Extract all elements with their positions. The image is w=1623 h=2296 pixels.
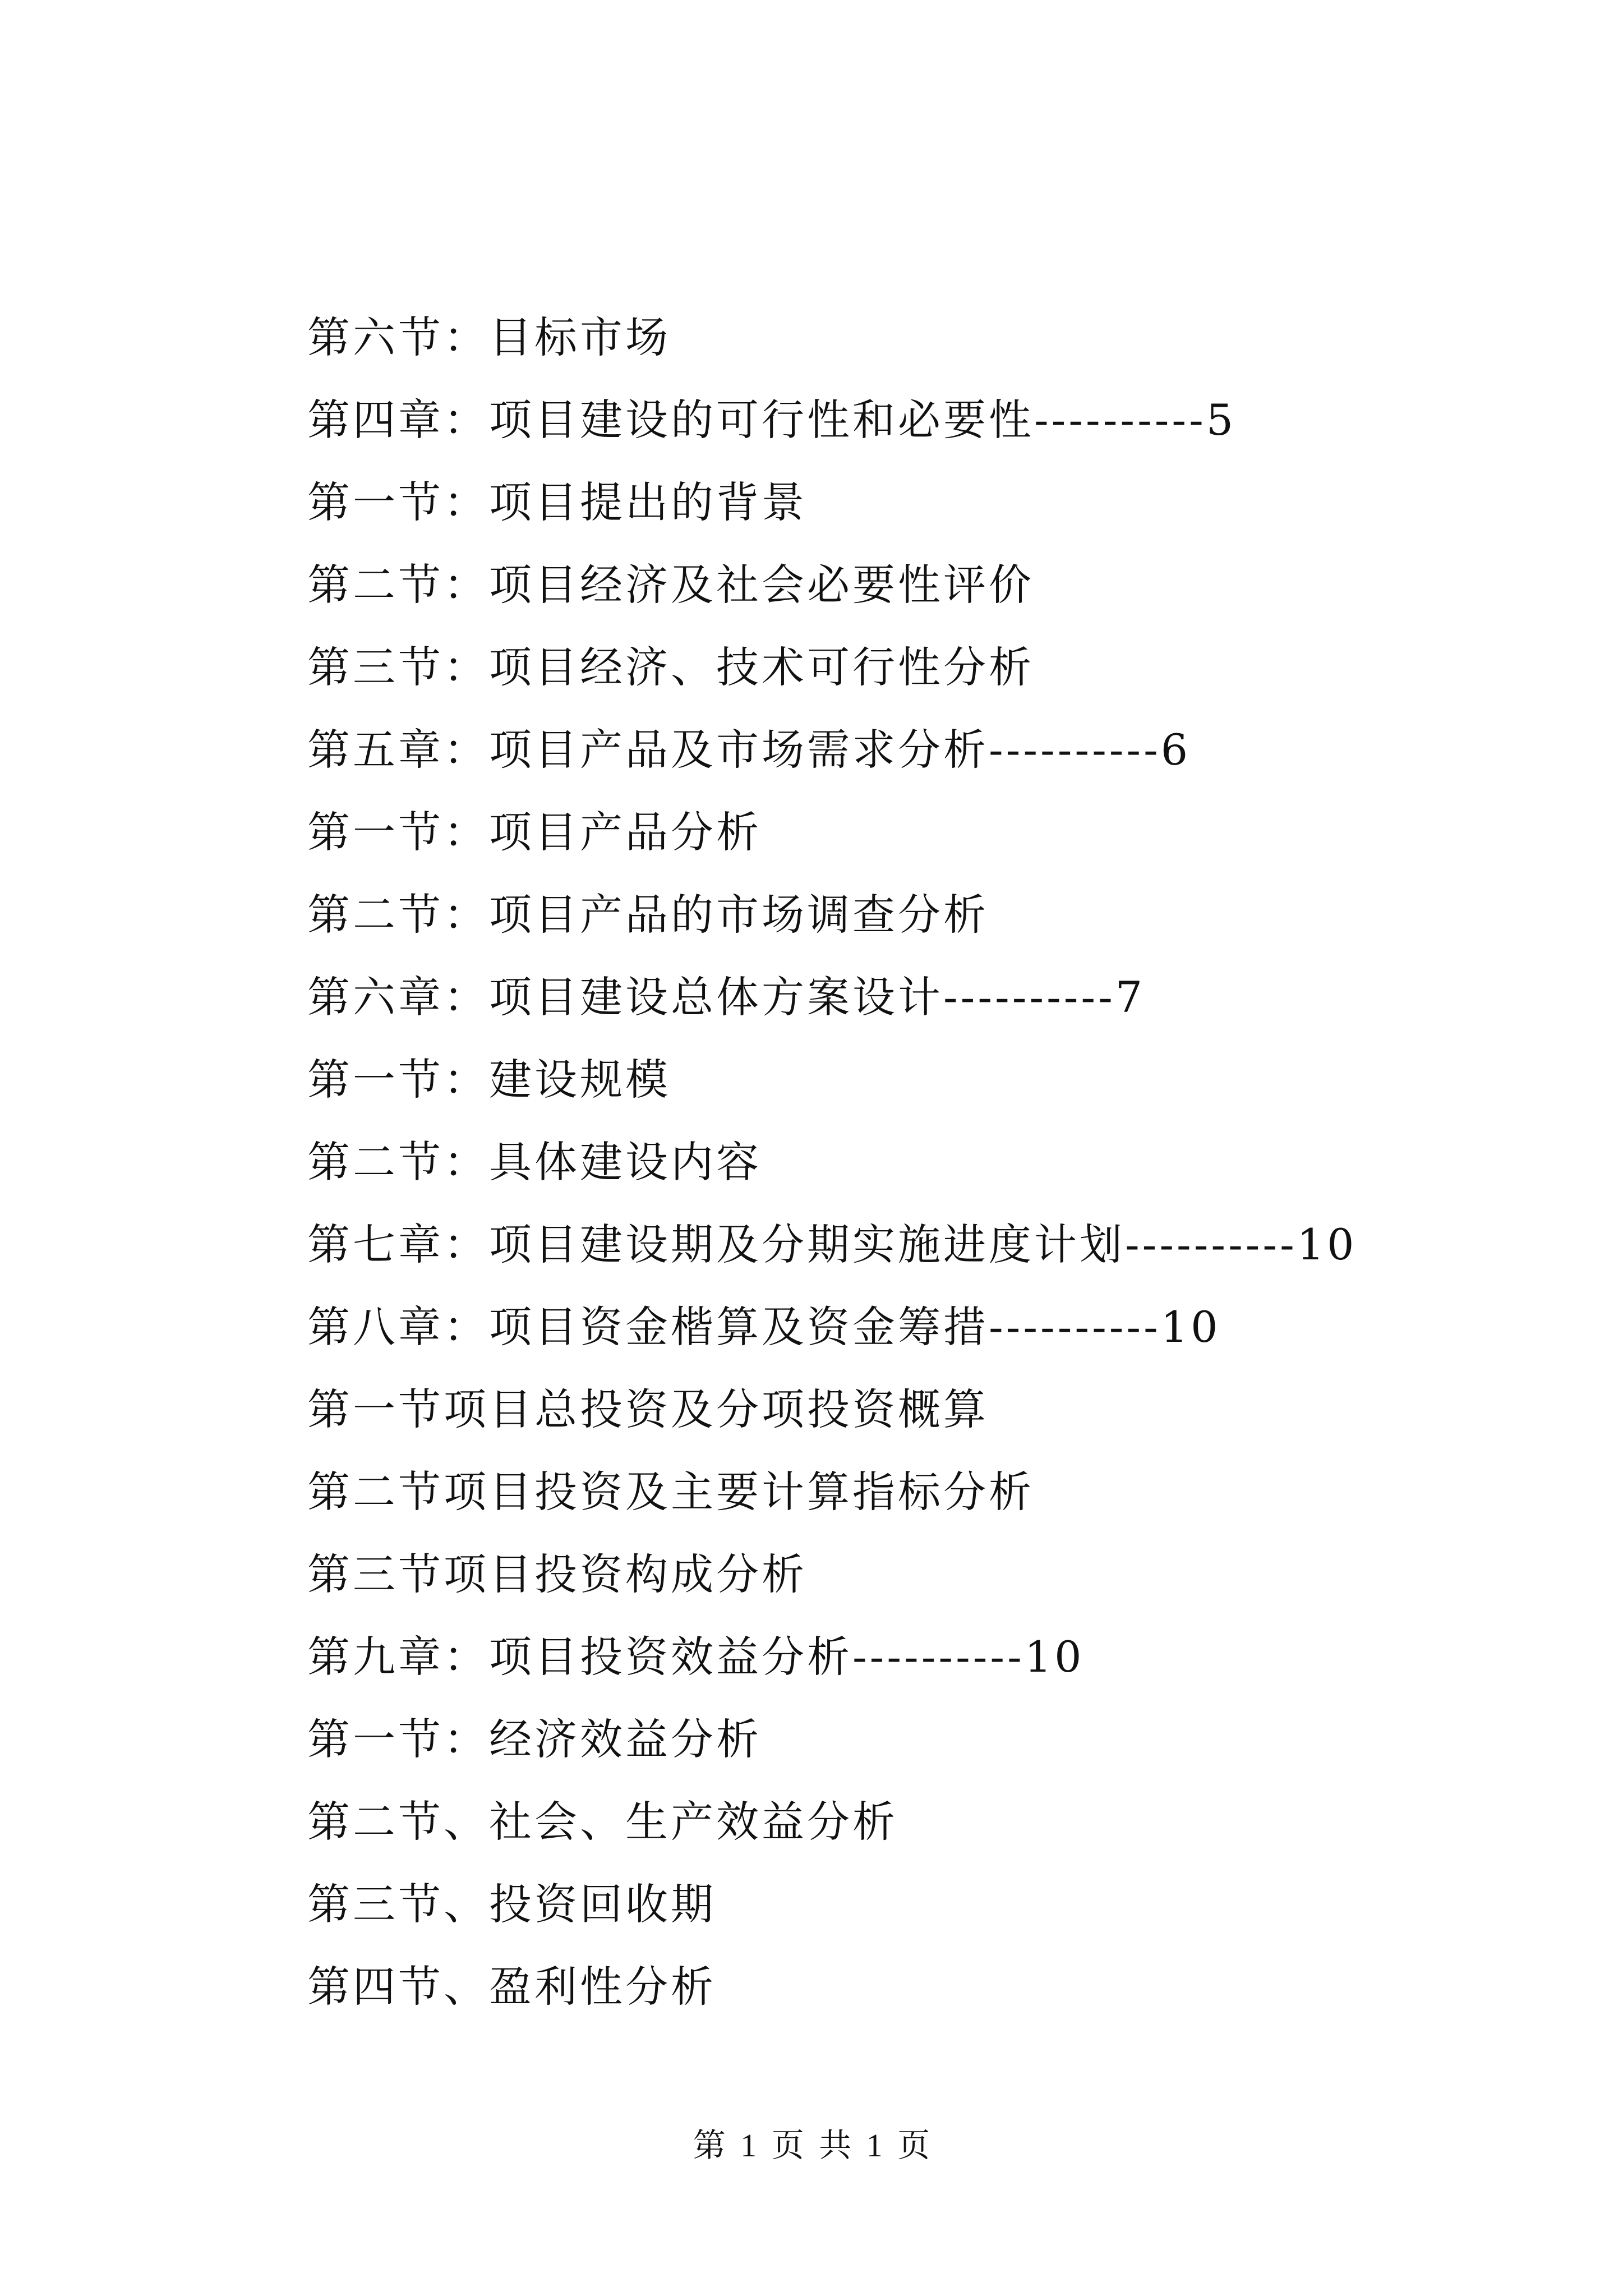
toc-entry: 第八章：项目资金楷算及资金筹措----------10 xyxy=(307,1302,1221,1352)
toc-entry: 第七章：项目建设期及分期实施进度计划----------10 xyxy=(307,1220,1357,1269)
toc-entry: 第三节：项目经济、技术可行性分析 xyxy=(307,642,1034,692)
toc-entry: 第三节、投资回收期 xyxy=(307,1879,716,1929)
toc-entry: 第四章：项目建设的可行性和必要性----------5 xyxy=(307,395,1237,445)
toc-entry: 第六节：目标市场 xyxy=(307,312,671,362)
toc-entry: 第六章：项目建设总体方案设计----------7 xyxy=(307,972,1146,1022)
toc-entry: 第一节项目总投资及分项投资概算 xyxy=(307,1384,989,1434)
toc-entry: 第一节：项目提出的背景 xyxy=(307,477,807,527)
toc-entry: 第二节：项目经济及社会必要性评价 xyxy=(307,560,1034,610)
toc-entry: 第一节：项目产品分析 xyxy=(307,807,762,857)
toc-entry: 第一节：经济效益分析 xyxy=(307,1714,762,1764)
toc-entry: 第三节项目投资构成分析 xyxy=(307,1549,807,1599)
toc-entry: 第二节：具体建设内容 xyxy=(307,1137,762,1187)
toc-entry: 第二节、社会、生产效益分析 xyxy=(307,1797,898,1847)
toc-entry: 第二节：项目产品的市场调查分析 xyxy=(307,890,989,940)
toc-entry: 第九章：项目投资效益分析----------10 xyxy=(307,1632,1085,1682)
toc-entry: 第四节、盈利性分析 xyxy=(307,1962,716,2012)
page-footer: 第 1 页 共 1 页 xyxy=(693,2127,930,2164)
toc-entry: 第五章：项目产品及市场需求分析----------6 xyxy=(307,725,1191,775)
table-of-contents xyxy=(307,296,1569,2028)
toc-entry: 第一节：建设规模 xyxy=(307,1055,671,1105)
toc-entry: 第二节项目投资及主要计算指标分析 xyxy=(307,1467,1034,1517)
